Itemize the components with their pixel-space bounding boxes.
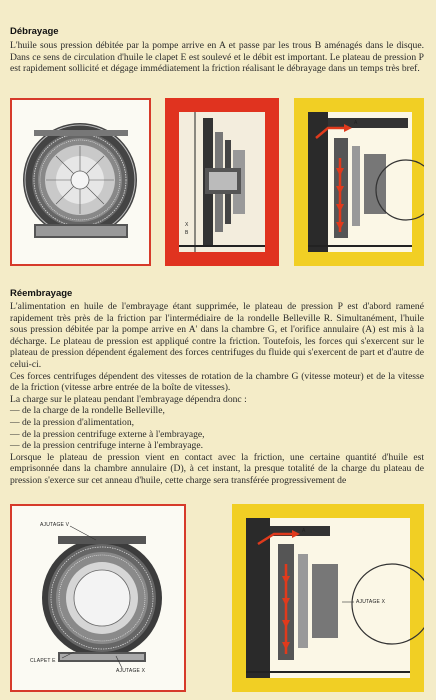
- figure-disc-ajutage: [10, 504, 186, 692]
- figure-section-yellow-debrayage: [294, 98, 424, 266]
- figure-section-red: [165, 98, 279, 266]
- paragraph-text-2: Ces forces centrifuges dépendent des vitesses de rotation de la chambre G (vitesse moteur) et de la vitesse de la friction (vitesse arbre entrée de la boîte de vitesses).: [10, 370, 424, 394]
- list-item: — de la charge de la rondelle Belleville,: [10, 405, 165, 417]
- label-clapet-e: CLAPET E: [30, 658, 56, 664]
- figure-clutch-disc: [10, 98, 151, 266]
- paragraph-text: L'huile sous pression débitée par la pompe arrive en A et passe par les trous B aménagés dans le disque. Dans ce sens de circulation d'huile le clapet E est soulevé et le débit est important. Le plateau de pression P est rapidement sollicité et dégage immédiatement la friction réalisant le débrayage dans un temps très bref.: [10, 40, 424, 75]
- paragraph-debrayage: [10, 40, 424, 75]
- label-a: A: [302, 528, 306, 534]
- paragraph-reembrayage: [10, 301, 424, 487]
- label-ajutage-x: AJUTAGE X: [356, 599, 386, 605]
- section-heading-debrayage: Débrayage: [10, 26, 59, 37]
- label-b: B: [185, 230, 189, 236]
- list-item: — de la pression centrifuge interne à l'embrayage.: [10, 440, 203, 452]
- list-item: — de la pression d'alimentation,: [10, 416, 135, 428]
- label-ajutage-v: AJUTAGE V: [40, 522, 70, 528]
- paragraph-text-3: La charge sur le plateau pendant l'embrayage dépendra donc :: [10, 393, 247, 405]
- figure-section-yellow-reembrayage: [232, 504, 424, 692]
- charge-list: [10, 405, 424, 451]
- label-x: X: [185, 222, 189, 228]
- label-a: A: [354, 120, 358, 126]
- paragraph-text-1: L'alimentation en huile de l'embrayage étant supprimée, le plateau de pression P est d'abord ramené rapidement très près de la friction par l'intermédiaire de la rondelle Belleville R. Simultanément, l'huile sous pression débitée par la pompe arrive en A' dans la chambre G, et l'orifice annulaire (A) est mis à la décharge. Le plateau de pression est appliqué contre la friction. Toutefois, les forces qui s'exercent sur le plateau de pression dépendent également des forces centrifuges du fluide qui s'exercent de part et d'autre de celui-ci.: [10, 301, 424, 370]
- paragraph-text-4: Lorsque le plateau de pression vient en contact avec la friction, une certaine quantité d'huile est emprisonnée dans la chambre annulaire (D), à cet instant, la presque totalité de la charge du plateau de pression s'exerce sur cet anneau d'huile, cette charge sera transférée progressivement de: [10, 451, 424, 486]
- section-heading-reembrayage: Réembrayage: [10, 288, 73, 299]
- label-ajutage-x: AJUTAGE X: [116, 668, 146, 674]
- list-item: — de la pression centrifuge externe à l'embrayage,: [10, 428, 205, 440]
